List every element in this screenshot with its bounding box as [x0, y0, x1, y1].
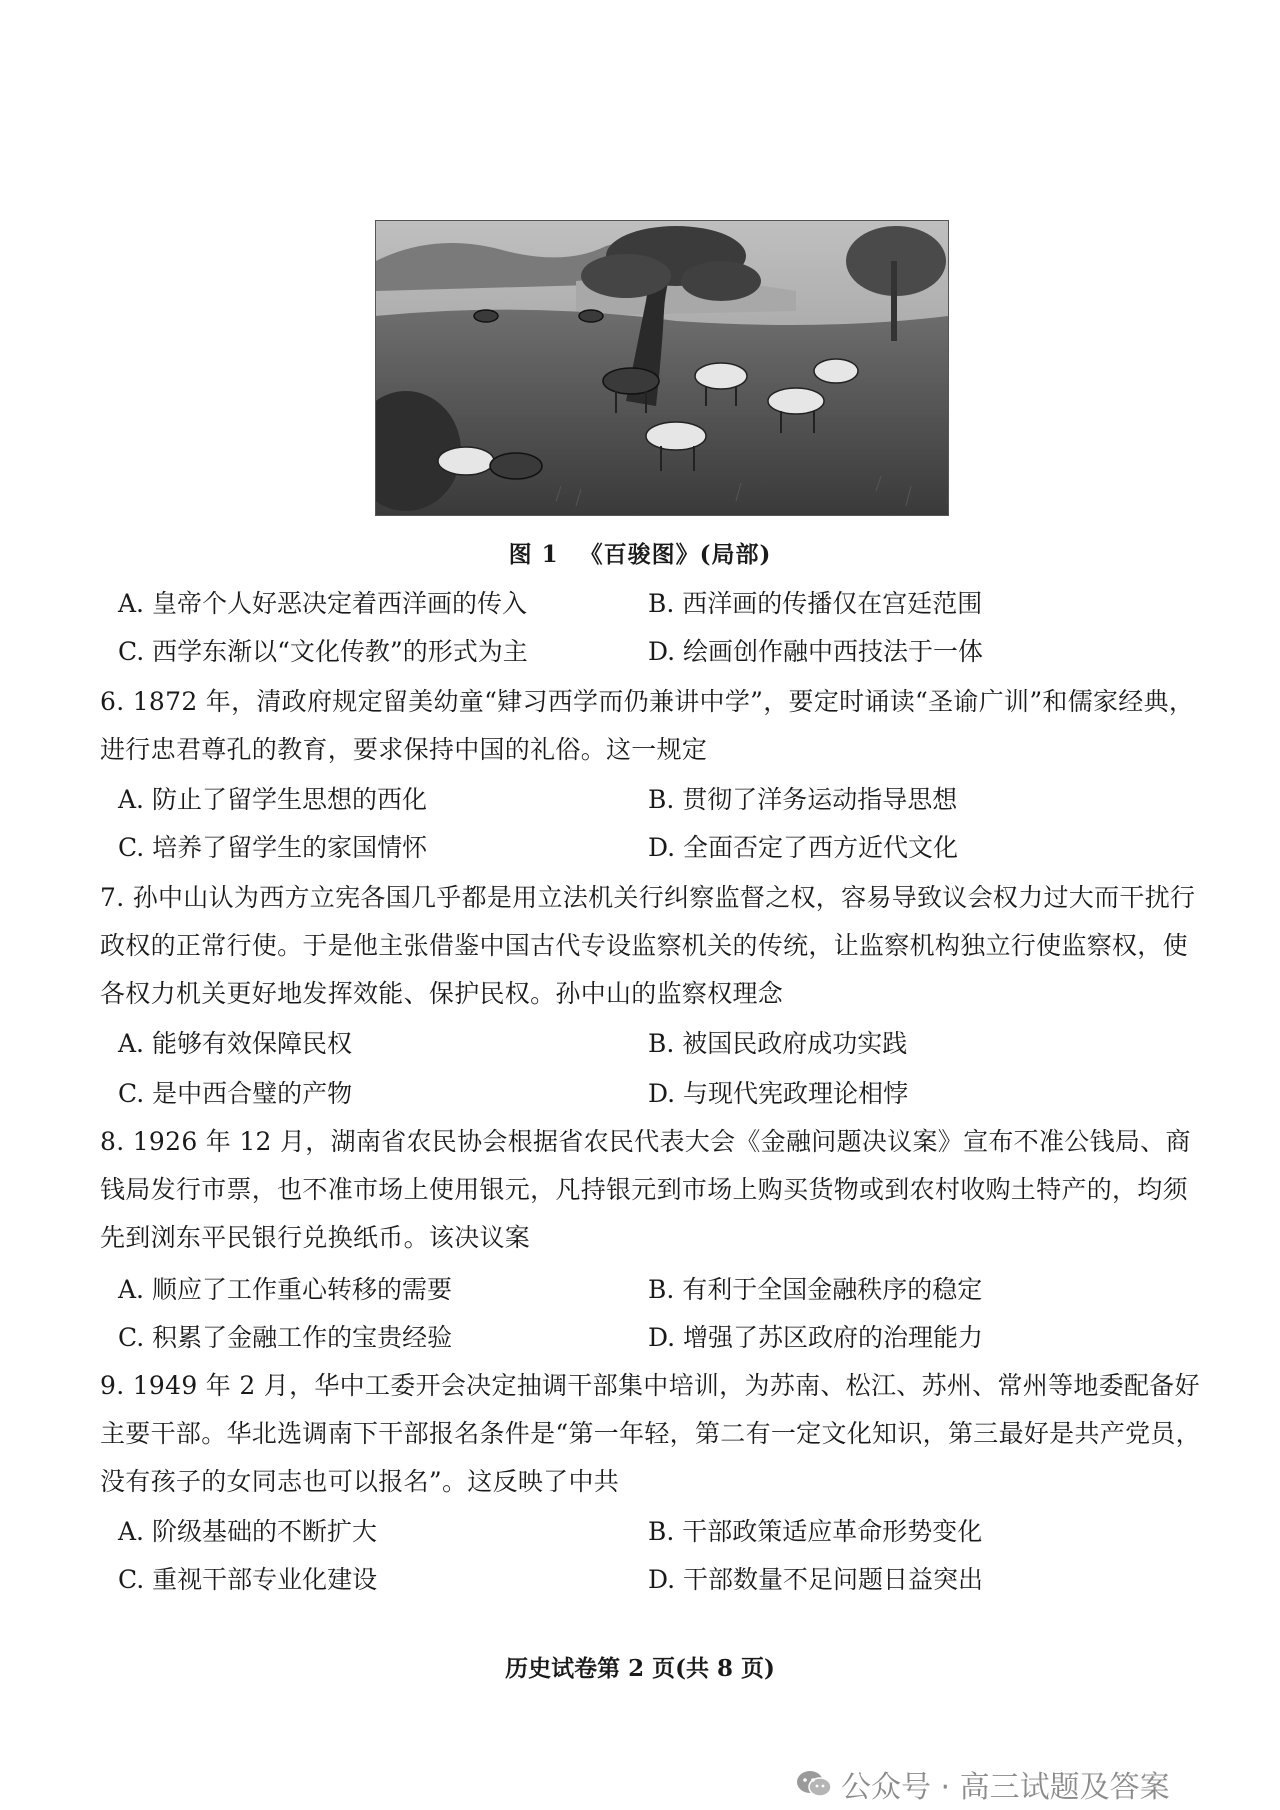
q8-option-d: D. 增强了苏区政府的治理能力 — [648, 1323, 984, 1352]
q7-stem: 7. 孙中山认为西方立宪各国几乎都是用立法机关行纠察监督之权，容易导致议会权力过大而干扰行政权的正常行使。于是他主张借鉴中国古代专设监察机关的传统，让监察机构独立行使监察权，使各权力机关更好地发挥效能、保护民权。孙中山的监察权理念 — [100, 883, 1196, 1008]
q9-option-c: C. 重视干部专业化建设 — [118, 1565, 378, 1594]
wechat-icon — [795, 1769, 833, 1799]
q8-option-a: A. 顺应了工作重心转移的需要 — [118, 1275, 452, 1304]
q7-option-c: C. 是中西合璧的产物 — [118, 1079, 353, 1108]
q5-option-a: A. 皇帝个人好恶决定着西洋画的传入 — [118, 589, 527, 618]
q6-option-a: A. 防止了留学生思想的西化 — [118, 785, 427, 814]
q9-stem: 9. 1949 年 2 月，华中工委开会决定抽调干部集中培训，为苏南、松江、苏州、常州等地委配备好主要干部。华北选调南下干部报名条件是“第一年轻，第二有一定文化知识，第三最好是共产党员，没有孩子的女同志也可以报名”。这反映了中共 — [100, 1371, 1201, 1496]
figure-title: 《百骏图》(局部) — [579, 541, 772, 568]
q9-option-b: B. 干部政策适应革命形势变化 — [648, 1517, 983, 1546]
watermark — [795, 1762, 1170, 1806]
q5-option-b: B. 西洋画的传播仅在宫廷范围 — [648, 589, 983, 618]
q5-option-c: C. 西学东渐以“文化传教”的形式为主 — [118, 637, 528, 666]
q9-option-d: D. 干部数量不足问题日益突出 — [648, 1565, 984, 1594]
watermark-text: 公众号 · 高三试题及答案 — [841, 1770, 1170, 1805]
figure-caption — [0, 536, 1280, 569]
q8-option-c: C. 积累了金融工作的宝贵经验 — [118, 1323, 453, 1352]
q7-option-b: B. 被国民政府成功实践 — [648, 1029, 908, 1058]
q5-option-d: D. 绘画创作融中西技法于一体 — [648, 637, 984, 666]
q8-option-b: B. 有利于全国金融秩序的稳定 — [648, 1275, 983, 1304]
q7-option-a: A. 能够有效保障民权 — [118, 1029, 352, 1058]
horse-painting-illustration — [376, 221, 948, 515]
page-footer: 历史试卷第 2 页(共 8 页) — [505, 1655, 775, 1682]
q6-stem: 6. 1872 年，清政府规定留美幼童“肄习西学而仍兼讲中学”，要定时诵读“圣谕广训”和儒家经典，进行忠君尊孔的教育，要求保持中国的礼俗。这一规定 — [100, 687, 1195, 764]
q6-option-c: C. 培养了留学生的家国情怀 — [118, 833, 428, 862]
q7-option-d: D. 与现代宪政理论相悖 — [648, 1079, 909, 1108]
painting-image — [375, 220, 949, 516]
q8-stem: 8. 1926 年 12 月，湖南省农民协会根据省农民代表大会《金融问题决议案》宣布不准公钱局、商钱局发行市票，也不准市场上使用银元，凡持银元到市场上购买货物或到农村收购土特产的，均须先到浏东平民银行兑换纸币。该决议案 — [100, 1127, 1191, 1252]
q6-option-d: D. 全面否定了西方近代文化 — [648, 833, 959, 862]
q6-option-b: B. 贯彻了洋务运动指导思想 — [648, 785, 958, 814]
q9-option-a: A. 阶级基础的不断扩大 — [118, 1517, 377, 1546]
figure-label: 图 1 — [508, 541, 559, 568]
